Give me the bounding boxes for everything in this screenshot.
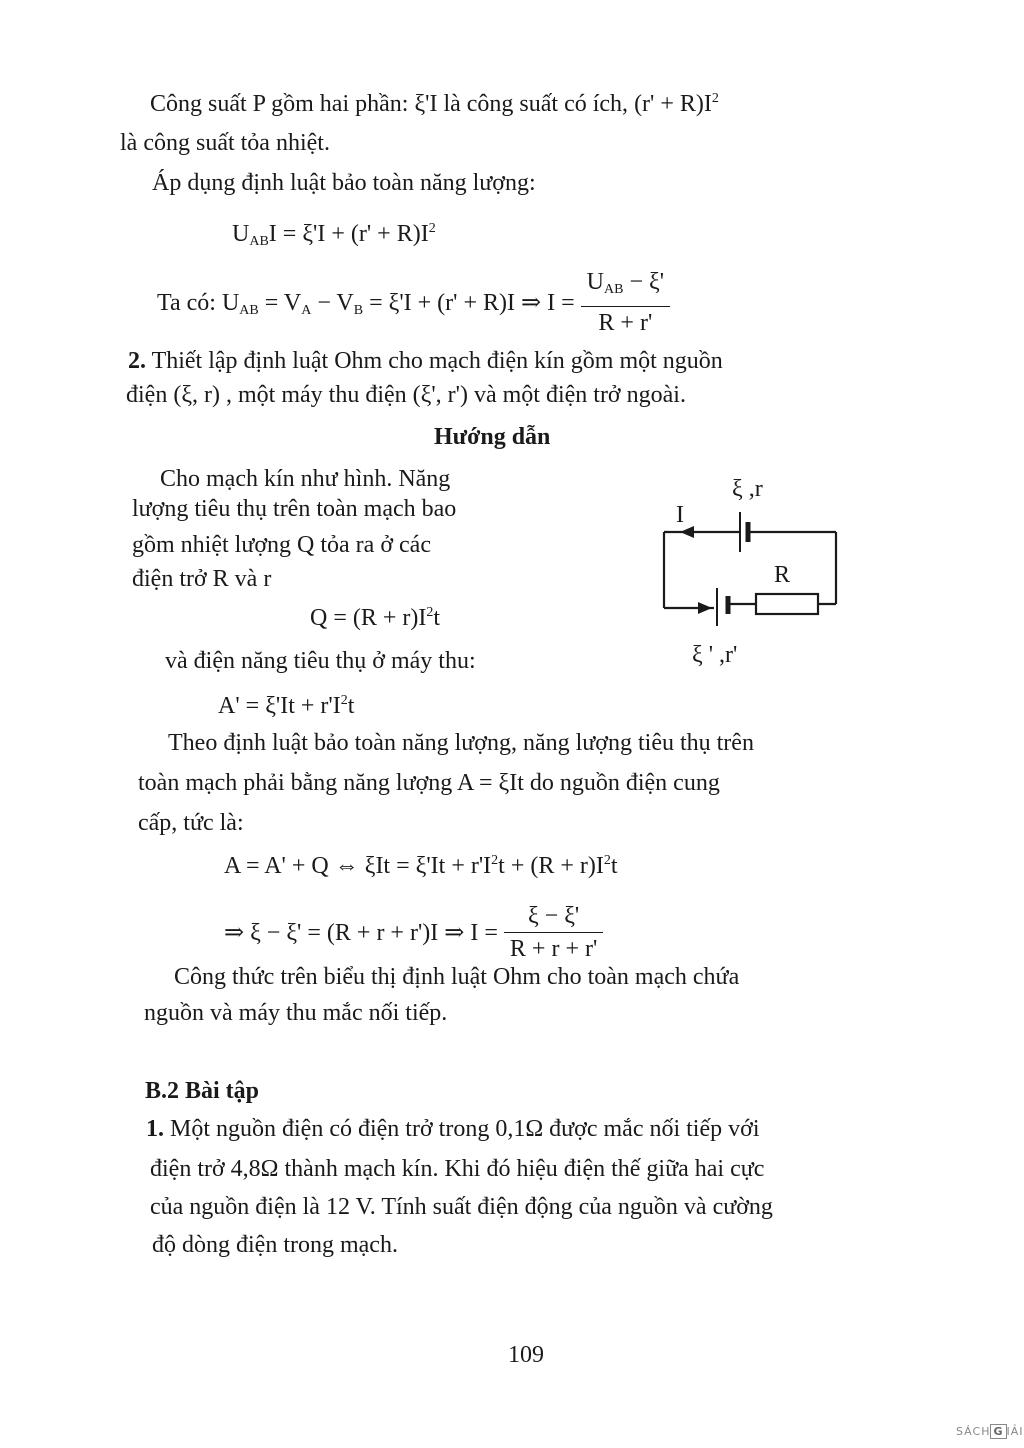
eq-part: I = ξ'I + (r' + R)I [268, 221, 429, 247]
fraction [504, 902, 603, 963]
eq-sup: 2 [603, 853, 611, 868]
eq-part: = V [258, 290, 302, 317]
intro-line2: lượng tiêu thụ trên toàn mạch bao [132, 496, 457, 522]
eq-part: Q = (R + r)I [310, 605, 427, 631]
eq-sub: AB [249, 234, 269, 249]
eq-part: ⇒ ξ − ξ' = (R + r + r')I ⇒ I = [224, 920, 504, 947]
eq-part: − ξ' [623, 269, 665, 295]
resistor-symbol [756, 594, 818, 614]
fraction-numerator [581, 268, 670, 307]
equation-receiver-energy [218, 686, 354, 721]
receiver-label: ξ ' ,r' [692, 642, 738, 668]
source-label: ξ ,r [732, 476, 763, 502]
eq-sub: B [353, 303, 364, 319]
eq-sub: A [301, 303, 312, 319]
equation-heat-q [310, 598, 440, 633]
intro-line3: gồm nhiệt lượng Q tỏa ra ở các [132, 532, 431, 558]
power-paragraph-line1 [150, 84, 719, 119]
brand-text: IẢI [1006, 1425, 1024, 1438]
intro-line1: Cho mạch kín như hình. Năng [160, 466, 451, 492]
heat-power-term: (r' + R)I [634, 91, 712, 117]
eq-part: t [610, 853, 618, 879]
brand-watermark [956, 1424, 1024, 1439]
receiver-arrow-icon [698, 602, 712, 614]
page-number: 109 [508, 1342, 544, 1368]
eq-sup: 2 [426, 605, 434, 620]
eq-part: t [347, 693, 355, 719]
eq-sup: 2 [491, 853, 499, 868]
fraction-denominator: R + r' [598, 310, 653, 336]
circuit-diagram [640, 470, 850, 670]
eq-part: A' = ξ'It + r'I [218, 693, 341, 719]
text: Công suất P gồm hai phần: [150, 91, 415, 117]
receiver-energy-line: và điện năng tiêu thụ ở máy thu: [165, 648, 476, 674]
text: Thiết lập định luật Ohm cho mạch điện kín gồm một nguồn [146, 348, 723, 374]
brand-logo-icon: G [990, 1424, 1006, 1439]
text: là công suất có ích, [437, 91, 635, 117]
problem-2-line2: điện (ξ, r) , một máy thu điện (ξ', r') và một điện trở ngoài. [126, 382, 686, 408]
guide-heading: Hướng dẫn [434, 424, 551, 450]
intro-line4: điện trở R và r [132, 566, 272, 592]
problem-2-line1 [128, 346, 723, 376]
eq-sup: 2 [340, 693, 348, 708]
eq-sub: AB [239, 303, 259, 319]
exercise-1-line2: điện trở 4,8Ω thành mạch kín. Khi đó hiệu điện thế giữa hai cực [150, 1156, 765, 1182]
eq-part: t [433, 605, 441, 631]
exercise-1-line1 [146, 1114, 760, 1144]
eq-part: t + (R + r)I [498, 853, 604, 879]
eq-part: Ta có: U [157, 290, 240, 317]
exercise-number: 1. [146, 1116, 164, 1142]
fraction-numerator: ξ − ξ' [504, 902, 603, 933]
paragraph-4-line1: Công thức trên biểu thị định luật Ohm cho toàn mạch chứa [174, 964, 740, 990]
fraction-denominator: R + r + r' [509, 936, 598, 962]
eq-part: = ξ'I + (r' + R)I ⇒ I = [363, 290, 581, 317]
paragraph-3-line3: cấp, tức là: [138, 810, 244, 836]
eq-part: − V [311, 290, 354, 317]
equation-energy-balance [224, 846, 618, 881]
text: Một nguồn điện có điện trở trong 0,1Ω được mắc nối tiếp với [164, 1116, 760, 1142]
paragraph-4-line2: nguồn và máy thu mắc nối tiếp. [144, 1000, 448, 1026]
eq-sup: 2 [428, 221, 436, 236]
brand-text: SÁCH [956, 1425, 991, 1438]
equation-uab-power [232, 214, 436, 257]
exponent: 2 [711, 91, 719, 106]
problem-number: 2. [128, 348, 146, 374]
eq-part: A = A' + Q ⇔ ξIt = ξ'It + r'I [224, 853, 492, 879]
exercise-1-line3: của nguồn điện là 12 V. Tính suất điện động của nguồn và cường [150, 1194, 773, 1220]
eq-part: U [232, 221, 250, 247]
section-heading: B.2 Bài tập [145, 1078, 260, 1104]
fraction [581, 268, 670, 337]
current-label: I [676, 502, 684, 528]
paragraph-3-line2: toàn mạch phải bằng năng lượng A = ξIt do nguồn điện cung [138, 770, 720, 796]
equation-current-receiver [157, 270, 670, 339]
useful-power-term: ξ'I [414, 91, 438, 117]
eq-sub: AB [604, 282, 624, 297]
resistor-label: R [774, 562, 791, 588]
exercise-1-line4: độ dòng điện trong mạch. [152, 1232, 398, 1258]
energy-conservation-line: Áp dụng định luật bảo toàn năng lượng: [152, 170, 536, 196]
eq-part: U [586, 269, 604, 295]
power-paragraph-line2: là công suất tỏa nhiệt. [120, 130, 330, 156]
paragraph-3-line1: Theo định luật bảo toàn năng lượng, năng lượng tiêu thụ trên [168, 730, 754, 756]
equation-ohm-law [224, 904, 603, 965]
